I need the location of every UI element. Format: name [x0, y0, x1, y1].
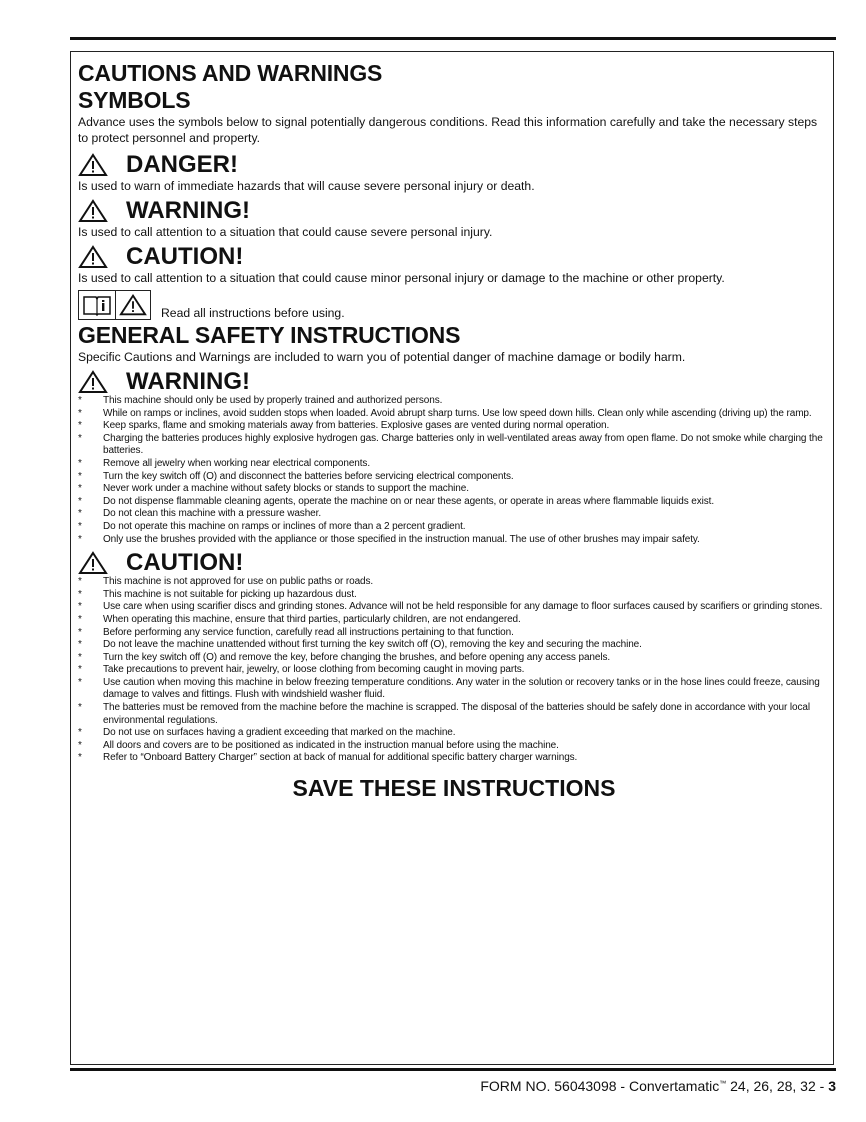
bullet-marker: *	[78, 520, 82, 532]
bullet-marker: *	[78, 432, 82, 444]
bullet-marker: *	[78, 639, 82, 651]
caution-signal	[78, 244, 830, 270]
bullet-marker: *	[78, 508, 82, 520]
list-item	[78, 639, 830, 652]
bullet-marker: *	[78, 613, 82, 625]
manual-icons	[78, 290, 151, 320]
caution-block-word: CAUTION!	[126, 549, 244, 577]
warning-list	[78, 395, 830, 546]
list-item	[78, 652, 830, 665]
list-item	[78, 727, 830, 740]
list-item	[78, 752, 830, 765]
list-item-text: Do not use on surfaces having a gradient exceeding that marked on the machine.	[103, 727, 456, 739]
list-item	[78, 408, 830, 421]
heading-symbols: SYMBOLS	[78, 87, 191, 113]
bullet-marker: *	[78, 407, 82, 419]
list-item-text: Refer to “Onboard Battery Charger” section at back of manual for additional specific battery charger warnings.	[103, 752, 578, 764]
list-item-text: Never work under a machine without safety blocks or stands to support the machine.	[103, 483, 469, 495]
save-instructions: SAVE THESE INSTRUCTIONS	[292, 775, 616, 802]
page-content	[78, 60, 830, 802]
list-item	[78, 395, 830, 408]
list-item	[78, 471, 830, 484]
list-item-text: Before performing any service function, carefully read all instructions pertaining to that function.	[103, 626, 514, 638]
list-item-text: The batteries must be removed from the machine before the machine is scrapped. The disposal of the batteries should be safely done in accordance with your local environmental regulations.	[103, 702, 810, 726]
list-item-text: Keep sparks, flame and smoking materials away from batteries. Explosive gases are vented during normal operation.	[103, 420, 610, 432]
bullet-marker: *	[78, 420, 82, 432]
footer-form-number: FORM NO. 56043098 - Convertamatic	[480, 1078, 720, 1094]
danger-text: Is used to warn of immediate hazards that will cause severe personal injury or death.	[78, 179, 535, 193]
footer-trademark: ™	[719, 1080, 727, 1088]
bullet-marker: *	[78, 588, 82, 600]
bullet-marker: *	[78, 626, 82, 638]
list-item-text: Do not dispense flammable cleaning agents, operate the machine on or near these agents, or operate in areas where flammable liquids exist.	[103, 495, 715, 507]
list-item	[78, 627, 830, 640]
list-item	[78, 740, 830, 753]
bullet-marker: *	[78, 533, 82, 545]
bullet-marker: *	[78, 664, 82, 676]
list-item-text: Use care when using scarifier discs and grinding stones. Advance will not be held responsible for any damage to floor surfaces caused by scarifiers or grinding stones.	[103, 601, 823, 613]
list-item	[78, 534, 830, 547]
danger-signal	[78, 152, 830, 178]
list-item-text: All doors and covers are to be positioned as indicated in the instruction manual before using the machine.	[103, 739, 559, 751]
list-item	[78, 601, 830, 614]
intro-text: Advance uses the symbols below to signal potentially dangerous conditions. Read this information carefully and take the necessary steps to protect personnel and property.	[78, 115, 818, 145]
bullet-marker: *	[78, 702, 82, 714]
warning-triangle-icon	[78, 370, 108, 394]
bullet-marker: *	[78, 483, 82, 495]
footer-page-number: 3	[828, 1078, 836, 1094]
danger-word: DANGER!	[126, 151, 238, 178]
list-item	[78, 614, 830, 627]
list-item-text: When operating this machine, ensure that third parties, particularly children, are not endangered.	[103, 613, 521, 625]
bullet-marker: *	[78, 727, 82, 739]
list-item	[78, 677, 830, 702]
top-rule	[70, 37, 836, 40]
list-item	[78, 508, 830, 521]
list-item	[78, 589, 830, 602]
list-item-text: Do not leave the machine unattended without first turning the key switch off (O), removing the key and securing the machine.	[103, 639, 642, 651]
bottom-rule	[70, 1068, 836, 1071]
footer-models: 24, 26, 28, 32 -	[726, 1078, 829, 1094]
warning-word: WARNING!	[126, 197, 250, 224]
manual-note-text: Read all instructions before using.	[161, 306, 345, 320]
list-item-text: Turn the key switch off (O) and remove the key, before changing the brushes, and before opening any access panels.	[103, 651, 611, 663]
bullet-marker: *	[78, 495, 82, 507]
list-item-text: This machine should only be used by properly trained and authorized persons.	[103, 395, 443, 406]
caution-list	[78, 576, 830, 765]
warning-block-word: WARNING!	[126, 368, 250, 395]
heading-general-safety: GENERAL SAFETY INSTRUCTIONS	[78, 322, 461, 348]
list-item	[78, 458, 830, 471]
bullet-marker: *	[78, 457, 82, 469]
warning-triangle-icon	[119, 293, 147, 317]
list-item-text: While on ramps or inclines, avoid sudden stops when loaded. Avoid abrupt sharp turns. Use low speed down hills. Clean only while ascending (driving up) the ramp.	[103, 407, 812, 419]
list-item-text: Do not operate this machine on ramps or inclines of more than a 2 percent gradient.	[103, 520, 466, 532]
bullet-marker: *	[78, 470, 82, 482]
list-item-text: Turn the key switch off (O) and disconnect the batteries before servicing electrical components.	[103, 470, 514, 482]
list-item-text: Take precautions to prevent hair, jewelry, or loose clothing from becoming caught in moving parts.	[103, 664, 525, 676]
list-item-text: This machine is not approved for use on public paths or roads.	[103, 576, 374, 588]
bullet-marker: *	[78, 601, 82, 613]
warning-signal	[78, 198, 830, 224]
list-item	[78, 433, 830, 458]
general-intro-text: Specific Cautions and Warnings are included to warn you of potential danger of machine damage or bodily harm.	[78, 350, 686, 364]
caution-block-signal	[78, 550, 830, 576]
bullet-marker: *	[78, 676, 82, 688]
bullet-marker: *	[78, 739, 82, 751]
list-item-text: Only use the brushes provided with the appliance or those specified in the instruction manual. The use of other brushes may impair safety.	[103, 533, 700, 545]
list-item	[78, 496, 830, 509]
heading-cautions-warnings: CAUTIONS AND WARNINGS	[78, 60, 383, 86]
list-item	[78, 420, 830, 433]
list-item	[78, 576, 830, 589]
warning-triangle-icon	[78, 199, 108, 223]
list-item	[78, 702, 830, 727]
list-item-text: Use caution when moving this machine in below freezing temperature conditions. Any water in the solution or recovery tanks or in the hose lines could freeze, causing damage to valves and fittings. Flush with windshield washer fluid.	[103, 676, 820, 701]
bullet-marker: *	[78, 651, 82, 663]
list-item-text: Remove all jewelry when working near electrical components.	[103, 457, 371, 469]
bullet-marker: *	[78, 576, 82, 588]
warning-text: Is used to call attention to a situation that could cause severe personal injury.	[78, 225, 493, 239]
bullet-marker: *	[78, 752, 82, 764]
warning-triangle-icon	[78, 245, 108, 269]
warning-triangle-icon	[78, 153, 108, 177]
caution-word: CAUTION!	[126, 243, 244, 270]
page-footer	[480, 1078, 836, 1094]
list-item	[78, 483, 830, 496]
read-manual-note	[78, 290, 830, 320]
list-item-text: Charging the batteries produces highly explosive hydrogen gas. Charge batteries only in well-ventilated areas away from open flame. Do not smoke while charging the batteries.	[103, 432, 823, 457]
list-item-text: Do not clean this machine with a pressure washer.	[103, 508, 321, 520]
book-info-icon	[82, 294, 112, 316]
warning-block-signal	[78, 369, 830, 395]
list-item	[78, 664, 830, 677]
caution-text: Is used to call attention to a situation that could cause minor personal injury or damage to the machine or other property.	[78, 271, 725, 285]
list-item-text: This machine is not suitable for picking up hazardous dust.	[103, 588, 357, 600]
bullet-marker: *	[78, 395, 82, 406]
list-item	[78, 521, 830, 534]
warning-triangle-icon	[78, 551, 108, 575]
